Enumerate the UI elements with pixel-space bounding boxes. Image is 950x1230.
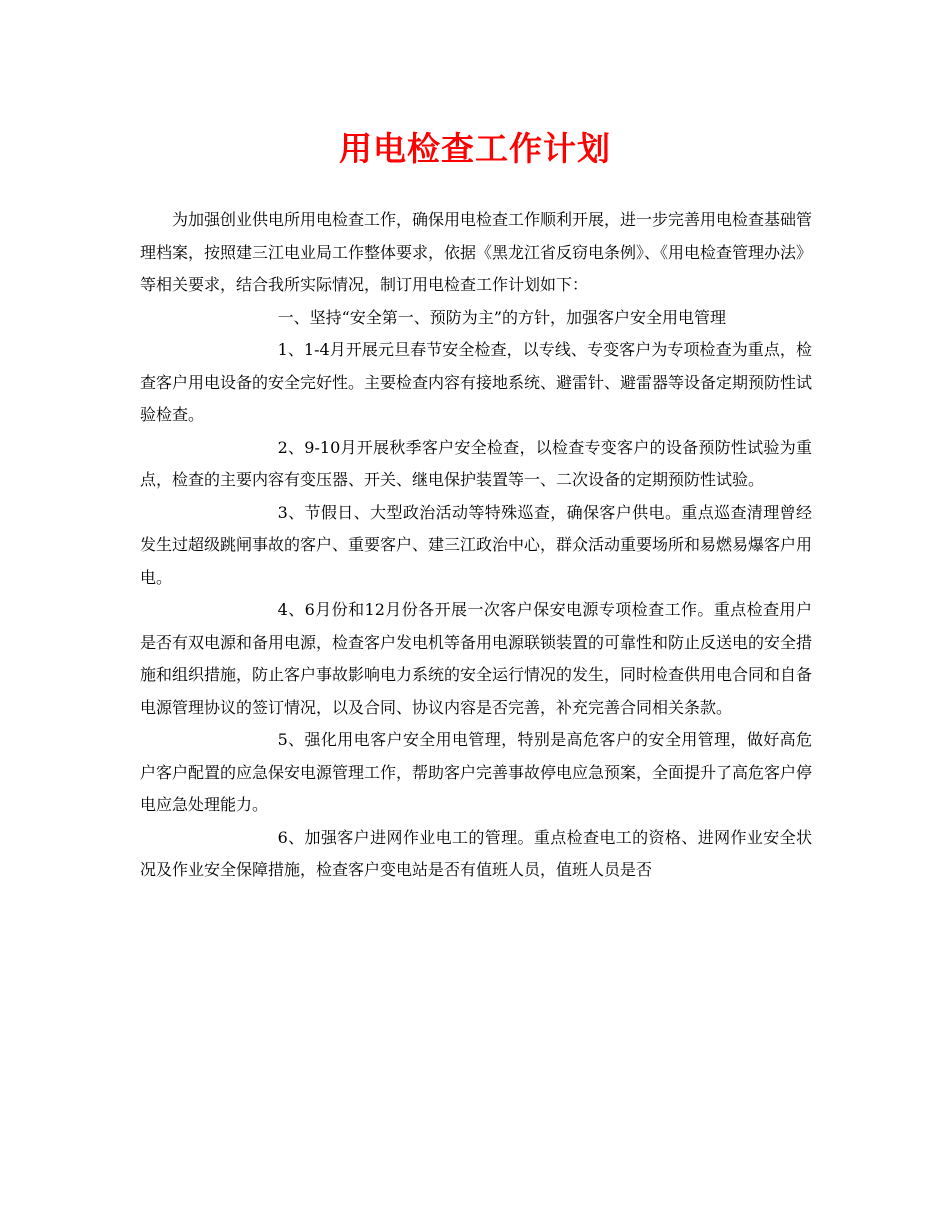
item-paragraph-5: 5、强化用电客户安全用电管理，特别是高危客户的安全用管理，做好高危户客户配置的应急保安电源管理工作，帮助客户完善事故停电应急预案，全面提升了高危客户停电应急处理能力。 [140,730,813,814]
item-paragraph-2: 2、9-10月开展秋季客户安全检查，以检查专变客户的设备预防性试验为重点，检查的主要内容有变压器、开关、继电保护装置等一、二次设备的定期预防性试验。 [140,437,812,489]
item-paragraph-4: 4、6月份和12月份各开展一次客户保安电源专项检查工作。重点检查用户是否有双电源和备用电源，检查客户发电机等备用电源联锁装置的可靠性和防止反送电的安全措施和组织措施，防止客户事故影响电力系统的安全运行情况的发生，同时检查供用电合同和自备电源管理协议的签订情况，以及合同、协议内容是否完善，补充完善合同相关条款。 [140,600,813,717]
document-title: 用电检查工作计划 [339,129,611,168]
item-paragraph-1: 1、1-4月开展元旦春节安全检查，以专线、专变客户为专项检查为重点，检查客户用电设备的安全完好性。主要检查内容有接地系统、避雷针、避雷器等设备定期预防性试验检查。 [140,340,813,424]
item-paragraph-3: 3、节假日、大型政治活动等特殊巡查，确保客户供电。重点巡查清理曾经发生过超级跳闸事故的客户、重要客户、建三江政治中心，群众活动重要场所和易燃易爆客户用电。 [140,502,813,587]
item-paragraph-6: 6、加强客户进网作业电工的管理。重点检查电工的资格、进网作业安全状况及作业安全保障措施，检查客户变电站是否有值班人员，值班人员是否 [140,827,812,879]
document-body [140,204,812,887]
section-heading-1: 一、坚持“安全第一、预防为主”的方针，加强客户安全用电管理 [277,307,726,327]
intro-paragraph: 为加强创业供电所用电检查工作，确保用电检查工作顺利开展，进一步完善用电检查基础管理档案，按照建三江电业局工作整体要求，依据《黑龙江省反窃电条例》、《用电检查管理办法》等相关要求，结合我所实际情况，制订用电检查工作计划如下： [140,210,813,294]
